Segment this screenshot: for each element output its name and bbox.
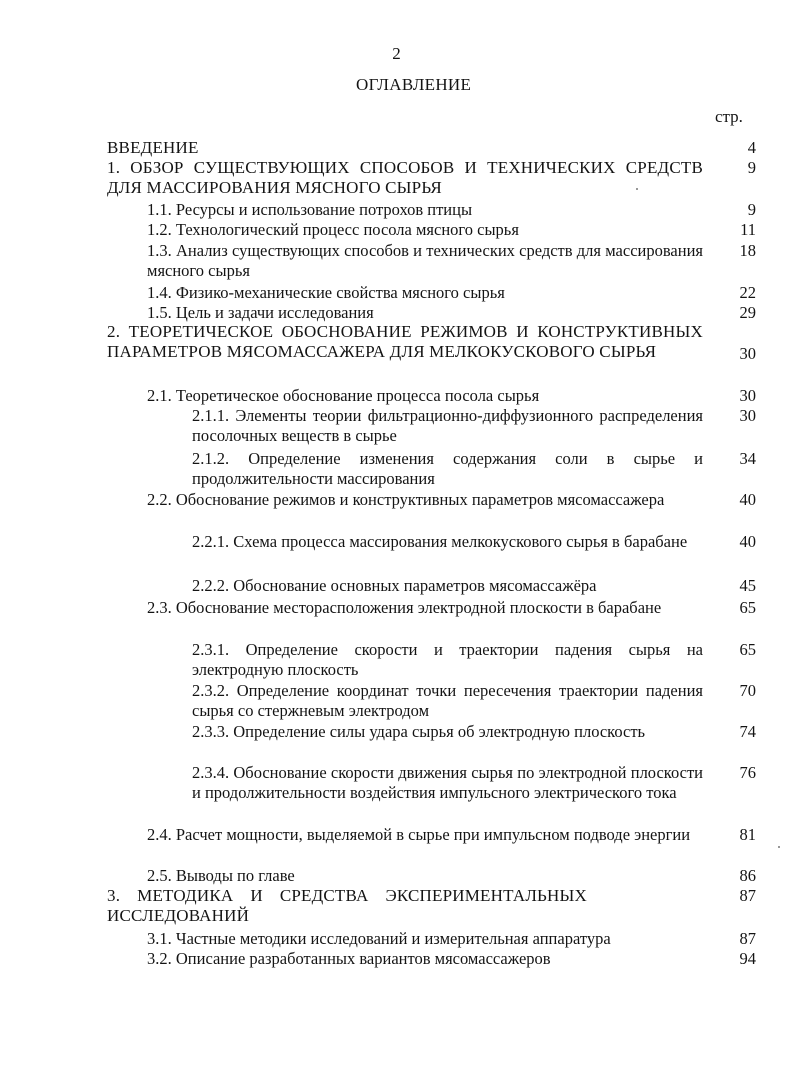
toc-entry-page: 40 — [739, 490, 756, 509]
toc-entry-title: 1.1. Ресурсы и использование потрохов птицы — [147, 200, 473, 219]
toc-entry-page: 65 — [739, 640, 756, 659]
toc-entry — [147, 283, 756, 303]
toc-entry-title: 2.2.1. Схема процесса массирования мелкокускового сырья в барабане — [192, 532, 688, 551]
toc-entry-title: 2.1.2. Определение изменения содержания соли в сырье и продолжительности массирования — [192, 449, 703, 488]
toc-entry — [192, 763, 756, 803]
toc-entry-title: 1. ОБЗОР СУЩЕСТВУЮЩИХ СПОСОБОВ И ТЕХНИЧЕСКИХ СРЕДСТВ ДЛЯ МАССИРОВАНИЯ МЯСНОГО СЫРЬЯ — [107, 158, 703, 197]
toc-entry — [147, 241, 756, 281]
toc-entry-page: 65 — [739, 598, 756, 617]
page-column-label: стр. — [715, 107, 743, 126]
toc-entry-title: 1.5. Цель и задачи исследования — [147, 303, 374, 322]
scan-speck — [636, 188, 638, 190]
toc-entry — [192, 576, 756, 596]
toc-entry — [147, 866, 756, 886]
toc-entry-page: 34 — [739, 449, 756, 468]
toc-entry-page: 29 — [739, 303, 756, 322]
toc-entry — [147, 929, 756, 949]
toc-entry-page: 94 — [739, 949, 756, 968]
toc-entry-title: 1.4. Физико-механические свойства мясного сырья — [147, 283, 505, 302]
toc-entry-title: 2.1. Теоретическое обоснование процесса посола сырья — [147, 386, 540, 405]
scan-speck — [778, 846, 780, 848]
toc-entry-page: 9 — [747, 158, 756, 177]
toc-entry-title: 2.1.1. Элементы теории фильтрационно-диффузионного распределения посолочных веществ в сырье — [192, 406, 703, 445]
toc-entry-title: 2.3. Обоснование месторасположения электродной плоскости в барабане — [147, 598, 662, 617]
toc-entry-title: 3.2. Описание разработанных вариантов мясомассажеров — [147, 949, 551, 968]
toc-entry-page: 45 — [739, 576, 756, 595]
toc-entry-title: 2.3.4. Обоснование скорости движения сырья по электродной плоскости и продолжительности воздействия импульсного электрического тока — [192, 763, 703, 802]
toc-entry-title: 2.3.2. Определение координат точки пересечения траектории падения сырья со стержневым электродом — [192, 681, 703, 720]
toc-entry — [192, 406, 756, 446]
toc-entry-page: 9 — [747, 200, 756, 219]
toc-entry-page: 30 — [739, 386, 756, 405]
toc-entry-title: ВВЕДЕНИЕ — [107, 138, 199, 157]
toc-entry — [147, 200, 756, 220]
toc-entry-page: 74 — [739, 722, 756, 741]
toc-entry-page: 11 — [740, 220, 756, 239]
toc-entry — [192, 532, 756, 552]
toc-entry-title: 2.4. Расчет мощности, выделяемой в сырье при импульсном подводе энергии — [147, 825, 691, 844]
toc-entry-page: 30 — [739, 344, 756, 363]
toc-entry-page: 70 — [739, 681, 756, 700]
toc-entry-page: 87 — [739, 886, 756, 905]
toc-entry — [147, 220, 756, 240]
toc-entry-title: 2.3.1. Определение скорости и траектории падения сырья на электродную плоскость — [192, 640, 703, 679]
toc-entry — [147, 490, 756, 510]
toc-entry-page: 76 — [739, 763, 756, 782]
toc-entry-page: 4 — [747, 138, 756, 157]
toc-title: ОГЛАВЛЕНИЕ — [356, 75, 472, 94]
toc-entry-page: 30 — [739, 406, 756, 425]
toc-entry-title: 1.3. Анализ существующих способов и технических средств для массирования мясного сырья — [147, 241, 703, 280]
toc-entry-title: 3. МЕТОДИКА И СРЕДСТВА ЭКСПЕРИМЕНТАЛЬНЫХ ИССЛЕДОВАНИЙ — [107, 886, 587, 925]
toc-entry — [147, 303, 756, 323]
toc-entry-title: 2.3.3. Определение силы удара сырья об электродную плоскость — [192, 722, 646, 741]
toc-entry — [192, 640, 756, 680]
toc-entry — [147, 949, 756, 969]
toc-entry-title: 2.2. Обоснование режимов и конструктивных параметров мясомассажера — [147, 490, 665, 509]
toc-entry-title: 2. ТЕОРЕТИЧЕСКОЕ ОБОСНОВАНИЕ РЕЖИМОВ И КОНСТРУКТИВНЫХ ПАРАМЕТРОВ МЯСОМАССАЖЕРА ДЛЯ МЕЛКОКУСКОВОГО СЫРЬЯ — [107, 322, 703, 361]
toc-entry — [107, 322, 756, 363]
toc-entry-page: 81 — [739, 825, 756, 844]
toc-entry — [147, 598, 756, 618]
toc-entry-title: 2.5. Выводы по главе — [147, 866, 295, 885]
toc-entry — [192, 449, 756, 489]
toc-entry-page: 87 — [739, 929, 756, 948]
toc-entry-title: 1.2. Технологический процесс посола мясного сырья — [147, 220, 519, 239]
page-number: 2 — [392, 44, 401, 63]
toc-entry — [107, 886, 756, 926]
toc-entry — [107, 158, 756, 198]
toc-entry-page: 86 — [739, 866, 756, 885]
toc-entry-page: 22 — [739, 283, 756, 302]
toc-entry — [147, 386, 756, 406]
toc-entry-title: 3.1. Частные методики исследований и измерительная аппаратура — [147, 929, 611, 948]
toc-entry — [147, 825, 756, 845]
toc-entry-page: 18 — [739, 241, 756, 260]
toc-entry-title: 2.2.2. Обоснование основных параметров мясомассажёра — [192, 576, 597, 595]
toc-entry — [192, 681, 756, 721]
toc-entry — [192, 722, 756, 742]
toc-entry-page: 40 — [739, 532, 756, 551]
toc-entry — [107, 138, 756, 158]
